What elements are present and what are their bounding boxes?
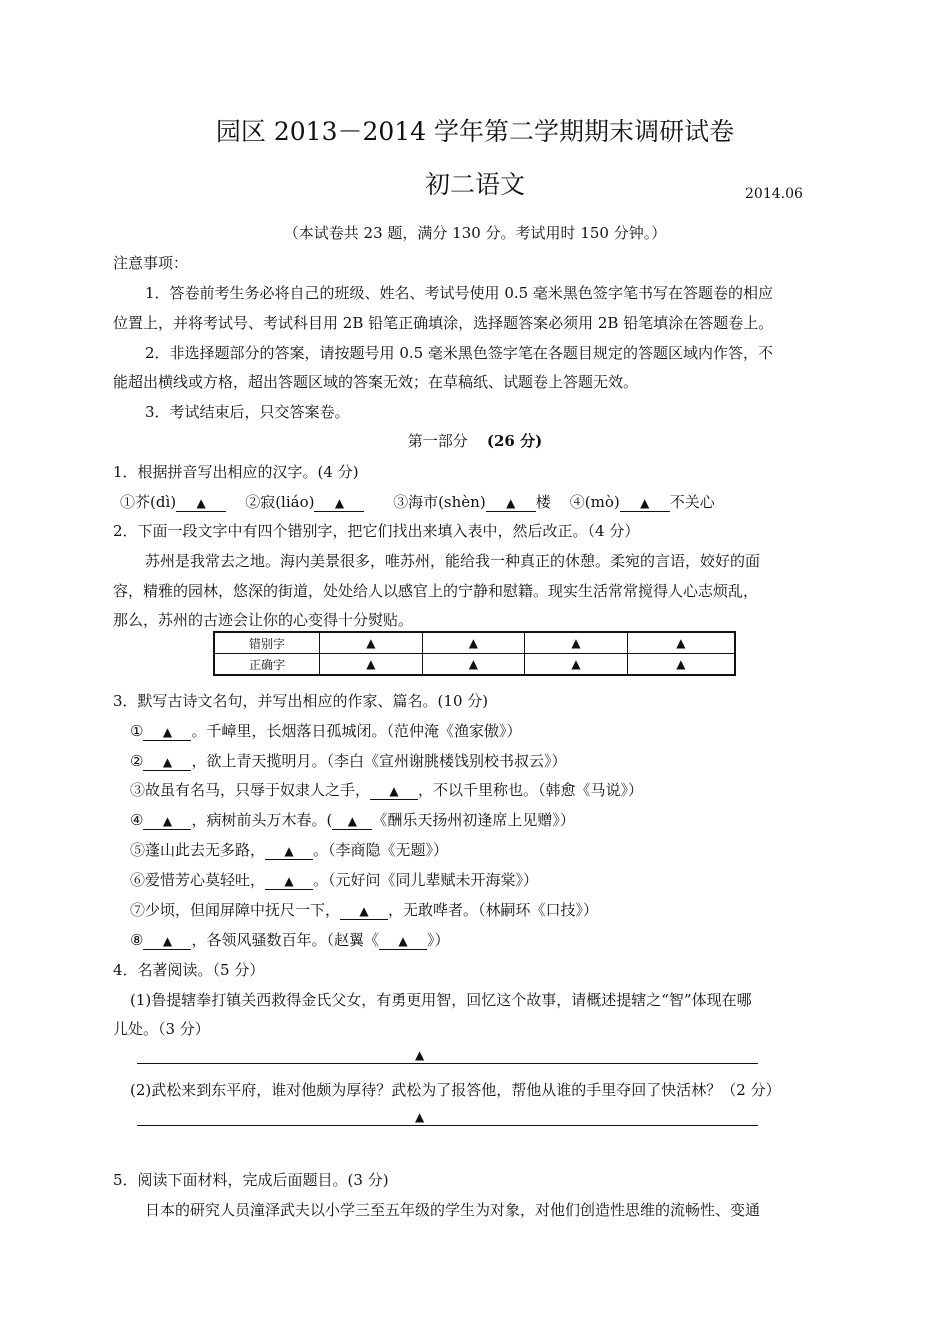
q3-blank-8b[interactable] bbox=[379, 933, 427, 950]
q1-item-2: ②寂(liáo) bbox=[245, 493, 315, 511]
q1-items bbox=[120, 491, 715, 512]
blank-marker-icon: ▲ bbox=[284, 844, 294, 858]
q3-line-2-post: ，欲上青天揽明月。（李白《宣州谢朓楼饯别校书叔云》） bbox=[191, 752, 567, 770]
blank-marker-icon: ▲ bbox=[398, 934, 408, 948]
q1-blank-1[interactable] bbox=[176, 495, 226, 512]
q3-blank-3[interactable] bbox=[370, 783, 418, 800]
section-1-score: (26 分) bbox=[486, 432, 543, 450]
answer-cell[interactable] bbox=[422, 632, 525, 654]
blank-marker-icon: ▲ bbox=[347, 814, 357, 828]
q3-line-2 bbox=[130, 750, 566, 771]
table-row bbox=[214, 654, 735, 676]
blank-marker-icon: ▲ bbox=[640, 496, 650, 510]
q1-blank-4[interactable] bbox=[620, 495, 670, 512]
note-3: 3．考试结束后，只交答案卷。 bbox=[145, 403, 350, 421]
q3-line-7-post: ，无敢哗者。（林嗣环《口技》） bbox=[388, 901, 599, 919]
answer-cell[interactable] bbox=[627, 632, 735, 654]
section-1-label: 第一部分 bbox=[407, 432, 468, 450]
q2-stem: 2．下面一段文字中有四个错别字，把它们找出来填入表中，然后改正。（4 分） bbox=[113, 522, 640, 540]
q3-blank-8[interactable] bbox=[143, 933, 191, 950]
section-1-heading bbox=[0, 430, 950, 451]
q1-item-4: ④(mò) bbox=[569, 493, 620, 511]
q2-passage-3: 那么，苏州的古迹会让你的心变得十分熨贴。 bbox=[113, 611, 414, 629]
q2-passage-2: 容，精雅的园林，悠深的街道，处处给人以感官上的宁静和慰籍。现实生活常常搅得人心志烦乱， bbox=[113, 582, 759, 600]
q3-line-8-mid: ，各领风骚数百年。（赵翼《 bbox=[191, 931, 379, 949]
q3-line-6-post: 。（元好问《同儿辈赋未开海棠》） bbox=[313, 871, 539, 889]
blank-marker-icon: ▲ bbox=[571, 636, 581, 650]
q3-line-5-post: 。（李商隐《无题》） bbox=[313, 841, 449, 859]
exam-date: 2014.06 bbox=[745, 186, 803, 202]
q4-answer-line-2[interactable] bbox=[137, 1125, 758, 1126]
q3-line-3-pre: ③故虽有名马，只辱于奴隶人之手， bbox=[130, 781, 371, 799]
note-1a: 1．答卷前考生务必将自己的班级、姓名、考试号使用 0.5 毫米黑色签字笔书写在答题卷的相应 bbox=[145, 284, 773, 302]
q5-stem: 5．阅读下面材料，完成后面题目。(3 分) bbox=[113, 1171, 389, 1189]
q3-line-8 bbox=[130, 929, 449, 950]
q3-blank-2[interactable] bbox=[143, 754, 191, 771]
q3-stem: 3．默写古诗文名句，并写出相应的作家、篇名。(10 分) bbox=[113, 692, 489, 710]
blank-marker-icon: ▲ bbox=[162, 934, 173, 948]
q3-line-4-pre: ④ bbox=[130, 811, 144, 829]
answer-cell[interactable] bbox=[525, 654, 628, 676]
exam-title: 园区 2013－2014 学年第二学期期末调研试卷 bbox=[215, 117, 735, 146]
q2-answer-table bbox=[213, 631, 736, 676]
blank-marker-icon: ▲ bbox=[468, 636, 479, 650]
q3-line-5 bbox=[130, 839, 448, 860]
q3-line-4-post: 《酬乐天扬州初逢席上见赠》） bbox=[372, 811, 575, 829]
answer-cell[interactable] bbox=[422, 654, 525, 676]
q4-sub-1a: (1)鲁提辖拳打镇关西救得金氏父女，有勇更用智，回忆这个故事，请概述提辖之“智”体现在哪 bbox=[130, 991, 752, 1009]
row-label-correct: 正确字 bbox=[214, 654, 320, 676]
q4-sub-2: (2)武松来到东平府，谁对他颇为厚待？武松为了报答他，帮他从谁的手里夺回了快活林？（2 分） bbox=[130, 1081, 781, 1099]
q2-passage-1: 苏州是我常去之地。海内美景很多，唯苏州，能给我一种真正的休憩。柔宛的言语，姣好的面 bbox=[145, 552, 761, 570]
q4-answer-line-1[interactable] bbox=[137, 1063, 758, 1064]
blank-marker-icon: ▲ bbox=[359, 904, 369, 918]
blank-marker-icon: ▲ bbox=[366, 657, 376, 671]
q3-blank-4b[interactable] bbox=[332, 813, 372, 830]
answer-cell[interactable] bbox=[525, 632, 628, 654]
row-label-wrong: 错别字 bbox=[214, 632, 320, 654]
q3-line-1 bbox=[130, 720, 521, 741]
q1-item-1: ①芥(dì) bbox=[120, 493, 177, 511]
blank-marker-icon: ▲ bbox=[162, 755, 173, 769]
answer-cell[interactable] bbox=[320, 632, 423, 654]
blank-marker-icon: ▲ bbox=[506, 496, 516, 510]
q3-line-8-post: 》） bbox=[426, 931, 450, 949]
blank-marker-icon: ▲ bbox=[389, 784, 399, 798]
q3-line-2-pre: ② bbox=[130, 752, 144, 770]
q1-stem: 1．根据拼音写出相应的汉字。(4 分) bbox=[113, 463, 359, 481]
notes-heading: 注意事项： bbox=[113, 254, 189, 272]
q4-sub-1b: 儿处。（3 分） bbox=[113, 1020, 210, 1038]
q3-blank-5[interactable] bbox=[265, 843, 313, 860]
q4-stem: 4．名著阅读。（5 分） bbox=[113, 961, 265, 979]
blank-marker-icon: ▲ bbox=[196, 496, 206, 510]
note-2a: 2．非选择题部分的答案，请按题号用 0.5 毫米黑色签字笔在各题目规定的答题区域内作答，不 bbox=[145, 344, 773, 362]
q3-blank-7[interactable] bbox=[340, 903, 388, 920]
q1-item-3-tail: 楼 bbox=[535, 493, 551, 511]
blank-marker-icon: ▲ bbox=[676, 636, 686, 650]
blank-marker-icon: ▲ bbox=[676, 657, 686, 671]
table-row bbox=[214, 632, 735, 654]
q3-line-1-post: 。千嶂里，长烟落日孤城闭。（范仲淹《渔家傲》） bbox=[191, 722, 522, 740]
note-1b: 位置上，并将考试号、考试科目用 2B 铅笔正确填涂，选择题答案必须用 2B 铅笔填涂在答题卷上。 bbox=[113, 314, 774, 332]
q3-blank-1[interactable] bbox=[143, 724, 191, 741]
exam-subtitle: 初二语文 bbox=[424, 170, 525, 199]
blank-marker-icon: ▲ bbox=[334, 496, 345, 510]
q3-blank-4[interactable] bbox=[143, 813, 191, 830]
blank-marker-icon: ▲ bbox=[415, 1048, 425, 1062]
blank-marker-icon: ▲ bbox=[162, 814, 173, 828]
q5-passage-1: 日本的研究人员潼泽武夫以小学三至五年级的学生为对象，对他们创造性思维的流畅性、变通 bbox=[145, 1201, 761, 1219]
q3-line-6-pre: ⑥爱惜芳心莫轻吐， bbox=[130, 871, 266, 889]
q3-blank-6[interactable] bbox=[265, 873, 313, 890]
blank-marker-icon: ▲ bbox=[366, 636, 376, 650]
exam-intro: （本试卷共 23 题，满分 130 分。考试用时 150 分钟。） bbox=[283, 224, 667, 242]
blank-marker-icon: ▲ bbox=[284, 874, 294, 888]
q1-blank-3[interactable] bbox=[486, 495, 536, 512]
q3-line-6 bbox=[130, 869, 538, 890]
q3-line-3 bbox=[130, 779, 643, 800]
q3-line-4 bbox=[130, 809, 575, 830]
q1-item-3: ③海市(shèn) bbox=[393, 493, 486, 511]
q1-blank-2[interactable] bbox=[314, 495, 364, 512]
q1-item-4-tail: 不关心 bbox=[669, 493, 715, 511]
q3-line-7 bbox=[130, 899, 598, 920]
blank-marker-icon: ▲ bbox=[468, 657, 479, 671]
q3-line-8-pre: ⑧ bbox=[130, 931, 144, 949]
blank-marker-icon: ▲ bbox=[162, 725, 173, 739]
q3-line-7-pre: ⑦少顷，但闻屏障中抚尺一下， bbox=[130, 901, 341, 919]
note-2b: 能超出横线或方格，超出答题区域的答案无效；在草稿纸、试题卷上答题无效。 bbox=[113, 373, 639, 391]
blank-marker-icon: ▲ bbox=[415, 1110, 425, 1124]
q3-line-4-mid: ，病树前头万木春。( bbox=[191, 811, 333, 829]
q3-line-3-post: ，不以千里称也。（韩愈《马说》） bbox=[418, 781, 644, 799]
q3-line-1-pre: ① bbox=[130, 722, 144, 740]
q3-line-5-pre: ⑤蓬山此去无多路， bbox=[130, 841, 266, 859]
answer-cell[interactable] bbox=[627, 654, 735, 676]
blank-marker-icon: ▲ bbox=[571, 657, 581, 671]
answer-cell[interactable] bbox=[320, 654, 423, 676]
